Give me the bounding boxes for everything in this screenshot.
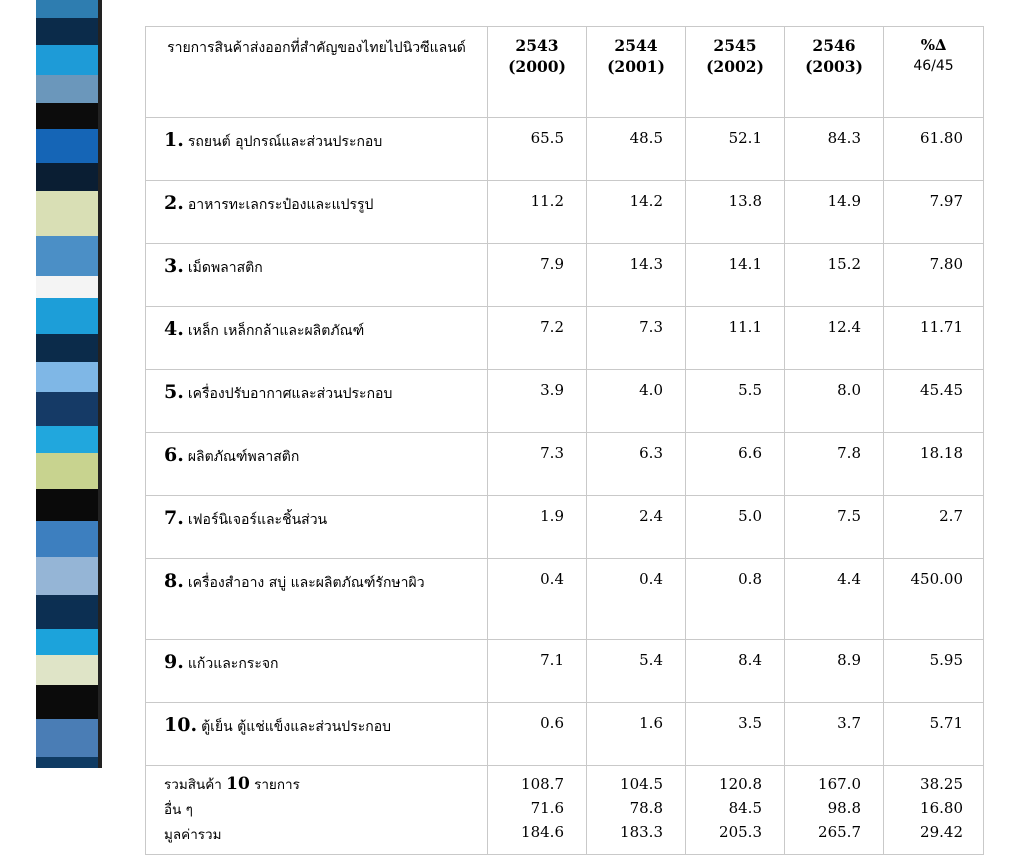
band-stripe [36,685,98,719]
value-cell: 6.3 [587,433,686,496]
item-name: ผลิตภัณฑ์พลาสติก [187,449,300,465]
value-cell: 2.4 [587,496,686,559]
table-row [146,181,984,244]
value-cell: 0.4 [488,559,587,640]
top10-total-value: 38.25 [920,775,963,793]
value-cell: 4.0 [587,370,686,433]
band-stripe [36,129,98,163]
item-name: อาหารทะเลกระป๋องและแปรรูป [187,197,374,213]
header-pct-change [884,27,984,118]
band-stripe [36,0,98,18]
item-number: 7. [164,507,184,529]
header-year-2544 [587,27,686,118]
item-name-cell [146,181,488,244]
value-cell: 8.0 [785,370,884,433]
top10-total-value: 104.5 [620,775,663,793]
pct-change-cell: 7.97 [884,181,984,244]
value-cell: 14.2 [587,181,686,244]
band-stripe [36,236,98,276]
top10-total-value: 167.0 [818,775,861,793]
total-label-prefix: รวมสินค้า [164,777,222,793]
band-stripe [36,757,98,768]
total-values-cell [884,766,984,855]
value-cell: 7.8 [785,433,884,496]
pct-change-cell: 61.80 [884,118,984,181]
item-name: แก้วและกระจก [187,656,279,672]
item-number: 10. [164,714,198,736]
value-cell: 84.3 [785,118,884,181]
band-stripe [36,489,98,521]
total-top10-label [164,772,477,798]
value-cell: 7.2 [488,307,587,370]
item-number: 6. [164,444,184,466]
pct-change-cell: 5.71 [884,703,984,766]
value-cell: 11.1 [686,307,785,370]
band-stripe [36,276,98,298]
item-name-cell [146,118,488,181]
value-cell: 14.9 [785,181,884,244]
band-stripe [36,595,98,629]
pct-change-cell: 5.95 [884,640,984,703]
item-number: 9. [164,651,184,673]
export-table-container [145,26,983,855]
value-cell: 14.1 [686,244,785,307]
item-name-cell [146,640,488,703]
top10-total-value: 120.8 [719,775,762,793]
value-cell: 7.3 [488,433,587,496]
item-name: เม็ดพลาสติก [187,260,263,276]
header-year-ce: (2001) [607,57,665,76]
item-name-cell [146,559,488,640]
band-stripe [36,453,98,489]
item-name: เครื่องปรับอากาศและส่วนประกอบ [187,386,393,402]
header-year-2545 [686,27,785,118]
table-row [146,307,984,370]
pct-change-cell: 45.45 [884,370,984,433]
value-cell: 7.3 [587,307,686,370]
total-values-cell [785,766,884,855]
table-header-row [146,27,984,118]
others-label: อื่น ๆ [164,802,193,818]
total-row [146,766,984,855]
value-cell: 0.4 [587,559,686,640]
item-name-cell [146,433,488,496]
table-row [146,370,984,433]
header-year-be: 2546 [812,36,856,55]
grand-total-value: 29.42 [920,823,963,841]
value-cell: 0.8 [686,559,785,640]
grand-total-value: 183.3 [620,823,663,841]
pct-change-cell: 11.71 [884,307,984,370]
top10-total-value: 108.7 [521,775,564,793]
band-stripe [36,629,98,655]
grand-total-value: 205.3 [719,823,762,841]
grand-total-value: 184.6 [521,823,564,841]
total-label-suffix: รายการ [254,777,300,793]
value-cell: 5.5 [686,370,785,433]
value-cell: 8.4 [686,640,785,703]
table-row [146,433,984,496]
total-values-cell [686,766,785,855]
total-values-cell [488,766,587,855]
item-name-cell [146,370,488,433]
value-cell: 12.4 [785,307,884,370]
band-stripe [36,362,98,392]
item-number: 5. [164,381,184,403]
band-stripe [36,18,98,45]
grand-total-label: มูลค่ารวม [164,827,222,843]
pct-change-cell: 18.18 [884,433,984,496]
others-value: 71.6 [530,799,564,817]
others-value: 98.8 [827,799,861,817]
item-name: รถยนต์ อุปกรณ์และส่วนประกอบ [187,134,383,150]
band-stripe [36,334,98,362]
band-stripe [36,392,98,426]
value-cell: 8.9 [785,640,884,703]
band-stripe [36,655,98,685]
header-year-be: 2545 [713,36,757,55]
table-row [146,496,984,559]
table-row [146,244,984,307]
pct-change-cell: 450.00 [884,559,984,640]
band-stripe [36,557,98,595]
header-year-be: 2544 [614,36,658,55]
band-stripe [36,191,98,236]
band-stripe [36,103,98,129]
value-cell: 3.5 [686,703,785,766]
item-number: 4. [164,318,184,340]
item-number: 3. [164,255,184,277]
pct-change-cell: 7.80 [884,244,984,307]
export-table [145,26,984,855]
header-year-ce: (2002) [706,57,764,76]
item-name-cell [146,244,488,307]
decorative-stripe-band [36,0,100,768]
header-year-2546 [785,27,884,118]
value-cell: 1.6 [587,703,686,766]
item-name: ตู้เย็น ตู้แช่แข็งและส่วนประกอบ [201,719,392,735]
others-value: 78.8 [629,799,663,817]
total-label-num: 10 [226,774,250,794]
item-name-cell [146,496,488,559]
total-label-cell [146,766,488,855]
pct-change-cell: 2.7 [884,496,984,559]
band-stripe [36,521,98,557]
item-name: เหล็ก เหล็กกล้าและผลิตภัณฑ์ [187,323,365,339]
total-values-cell [587,766,686,855]
value-cell: 15.2 [785,244,884,307]
header-year-2543 [488,27,587,118]
others-value: 84.5 [728,799,762,817]
band-stripe [36,163,98,191]
value-cell: 7.9 [488,244,587,307]
value-cell: 5.4 [587,640,686,703]
value-cell: 7.5 [785,496,884,559]
value-cell: 5.0 [686,496,785,559]
table-row [146,703,984,766]
item-name-cell [146,307,488,370]
value-cell: 0.6 [488,703,587,766]
header-pct-sub: 46/45 [913,58,954,74]
band-stripe [36,719,98,757]
item-name: เครื่องสำอาง สบู่ และผลิตภัณฑ์รักษาผิว [187,575,425,591]
header-year-ce: (2000) [508,57,566,76]
others-value: 16.80 [920,799,963,817]
header-year-be: 2543 [515,36,559,55]
value-cell: 6.6 [686,433,785,496]
table-row [146,640,984,703]
value-cell: 13.8 [686,181,785,244]
band-stripe [36,298,98,334]
band-stripe [36,75,98,103]
value-cell: 1.9 [488,496,587,559]
grand-total-value: 265.7 [818,823,861,841]
item-number: 8. [164,570,184,592]
value-cell: 48.5 [587,118,686,181]
band-stripe [36,45,98,75]
band-stripe [36,426,98,453]
value-cell: 14.3 [587,244,686,307]
table-row [146,559,984,640]
value-cell: 3.7 [785,703,884,766]
item-number: 2. [164,192,184,214]
value-cell: 4.4 [785,559,884,640]
value-cell: 11.2 [488,181,587,244]
header-title: รายการสินค้าส่งออกที่สำคัญของไทยไปนิวซีแลนด์ [146,27,488,118]
value-cell: 7.1 [488,640,587,703]
item-name-cell [146,703,488,766]
item-number: 1. [164,129,184,151]
value-cell: 65.5 [488,118,587,181]
header-pct-label: %∆ [920,36,947,54]
header-year-ce: (2003) [805,57,863,76]
table-row [146,118,984,181]
item-name: เฟอร์นิเจอร์และชิ้นส่วน [187,512,328,528]
value-cell: 3.9 [488,370,587,433]
band-shadow [98,0,102,768]
value-cell: 52.1 [686,118,785,181]
